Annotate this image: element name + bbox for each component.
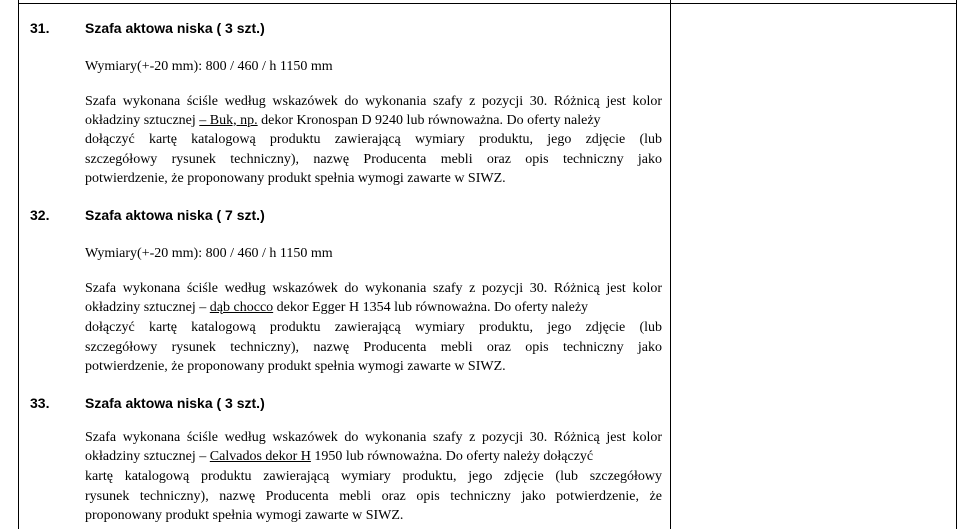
item-description-line: dołączyć kartę katalogową produktu zawierającą wymiary produktu, jego zdjęcie (lub — [85, 132, 662, 147]
item-title: Szafa aktowa niska ( 7 szt.) — [85, 207, 265, 223]
item-description-line: kartę katalogową produktu zawierającą wymiary produktu, jego zdjęcie (lub szczegółowy — [85, 469, 662, 484]
text-fragment: dekor Kronospan D 9240 lub równoważna. Do oferty należy — [257, 113, 601, 128]
table-border-column — [670, 0, 671, 529]
item-description-line: potwierdzenie, że proponowany produkt spełnia wymogi zawarte w SIWZ. — [85, 359, 506, 374]
item-number: 31. — [30, 20, 50, 36]
item-description-line — [85, 113, 601, 129]
item-number: 33. — [30, 395, 50, 411]
table-border-right — [956, 0, 957, 529]
item-description-line: Szafa wykonana ściśle według wskazówek do wykonania szafy z pozycji 30. Różnicą jest kolor — [85, 94, 662, 109]
text-fragment: okładziny sztucznej — [85, 113, 200, 128]
item-description-line — [85, 300, 588, 316]
item-number: 32. — [30, 207, 50, 223]
item-dimensions: Wymiary(+-20 mm): 800 / 460 / h 1150 mm — [85, 246, 333, 261]
item-description-line: rysunek techniczny), nazwę Producenta mebli oraz opis techniczny jako potwierdzenie, że — [85, 489, 662, 504]
text-fragment: okładziny sztucznej – — [85, 449, 210, 464]
item-description-line: proponowany produkt spełnia wymogi zawarte w SIWZ. — [85, 508, 404, 523]
text-fragment: 1950 lub równoważna. Do oferty należy dołączyć — [310, 449, 594, 464]
text-fragment: okładziny sztucznej – — [85, 300, 210, 315]
item-description-line — [85, 449, 593, 465]
item-title: Szafa aktowa niska ( 3 szt.) — [85, 20, 265, 36]
text-fragment: dekor Egger H 1354 lub równoważna. Do oferty należy — [273, 300, 589, 315]
item-dimensions: Wymiary(+-20 mm): 800 / 460 / h 1150 mm — [85, 59, 333, 74]
item-description-line: Szafa wykonana ściśle według wskazówek do wykonania szafy z pozycji 30. Różnicą jest kolor — [85, 430, 662, 445]
item-description-line: potwierdzenie, że proponowany produkt spełnia wymogi zawarte w SIWZ. — [85, 171, 506, 186]
item-description-line: Szafa wykonana ściśle według wskazówek do wykonania szafy z pozycji 30. Różnicą jest kolor — [85, 281, 662, 296]
item-description-line: szczegółowy rysunek techniczny), nazwę Producenta mebli oraz opis techniczny jako — [85, 152, 662, 167]
item-description-line: dołączyć kartę katalogową produktu zawierającą wymiary produktu, jego zdjęcie (lub — [85, 320, 662, 335]
table-border-top — [18, 3, 957, 4]
color-name: Calvados dekor H — [209, 449, 311, 464]
color-name: – Buk, np. — [199, 113, 258, 128]
item-title: Szafa aktowa niska ( 3 szt.) — [85, 395, 265, 411]
item-description-line: szczegółowy rysunek techniczny), nazwę Producenta mebli oraz opis techniczny jako — [85, 340, 662, 355]
color-name: dąb chocco — [209, 300, 274, 315]
table-border-left — [18, 0, 19, 529]
